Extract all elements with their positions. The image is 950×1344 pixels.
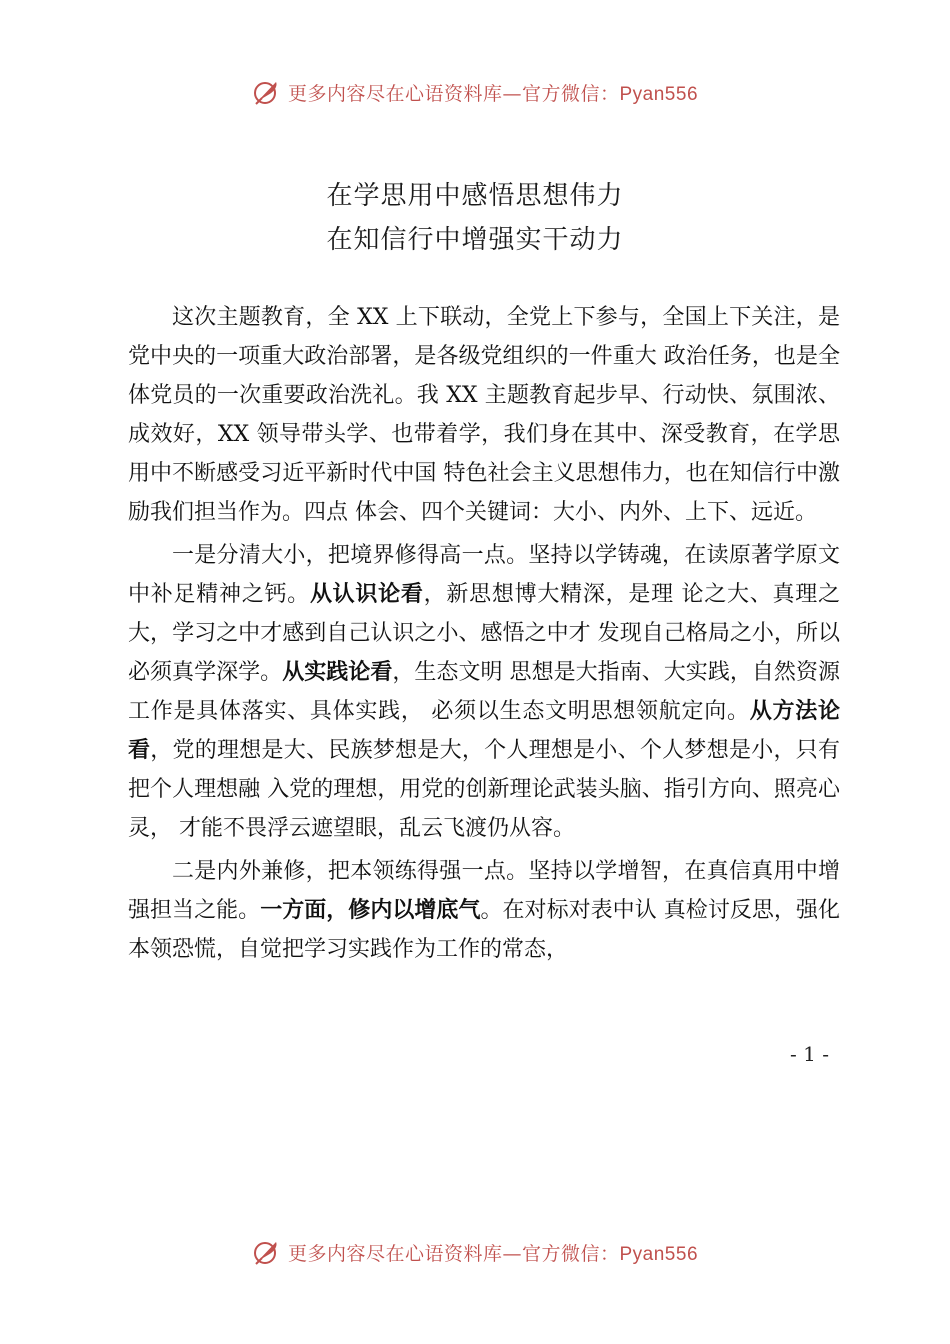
watermark-label (288, 1239, 698, 1266)
quill-logo-icon (252, 1237, 282, 1267)
document-title-line-1: 在学思用中感悟思想伟力 (326, 181, 624, 211)
watermark-text: 更多内容尽在心语资料库—官方微信： (287, 82, 620, 105)
paragraph-text: ，新思想博大精深，是理 论之大、真理之大，学习之中才感到自己认识之小、感悟之中才 发现自己格局之小，所以必须真学深学。 (128, 582, 840, 685)
page-number: - 1 - (790, 1042, 829, 1066)
paragraph-text: 二是内外兼修，把本领练得强一点。坚持以学增智，在真信真用中增强担当之能。 (128, 859, 840, 923)
paragraph (128, 298, 840, 532)
emphasis-text: 从认识论看 (309, 582, 424, 607)
paragraph-text: 一是分清大小，把境界修得高一点。坚持以学铸魂，在读原著学原文中补足精神之钙。 (128, 543, 840, 607)
document-title-line-2: 在知信行中增强实干动力 (326, 225, 624, 255)
document-body (128, 298, 840, 973)
quill-logo-icon (252, 77, 282, 107)
watermark-footer (0, 1232, 950, 1272)
paragraph-text: ，党的理想是大、民族梦想是大，个人理想是小、个人梦想是小，只有把个人理想融 入党的理想，用党的创新理论武装头脑、指引方向、照亮心灵， 才能不畏浮云遮望眼，乱云飞渡仍从容。 (128, 738, 840, 841)
paragraph (128, 852, 840, 969)
watermark-text: 更多内容尽在心语资料库—官方微信： (287, 1242, 620, 1265)
emphasis-text: 从实践论看 (282, 660, 393, 685)
watermark-label (288, 79, 698, 106)
watermark-wechat-id: Pyan556 (619, 83, 699, 105)
emphasis-text: 一方面，修内以增底气 (260, 898, 481, 923)
watermark-wechat-id: Pyan556 (619, 1243, 699, 1265)
paragraph-text: 这次主题教育，全 XX 上下联动，全党上下参与，全国上下关注，是党中央的一项重大政治部署，是各级党组织的一件重大 政治任务，也是全体党员的一次重要政治洗礼。我 XX 主题教育起步早、行动快、氛围浓、成效好，XX 领导带头学、也带着学，我们身在其中、深受教育，在学思用中不断感受习近平新时代中国 特色社会主义思想伟力，也在知信行中激励我们担当作为。四点 体会、四个关键词：大小、内外、上下、远近。 (128, 305, 840, 525)
emphasis-text: 从方法论看 (128, 699, 840, 763)
paragraph (128, 536, 840, 848)
paragraph-text: ，生态文明 思想是大指南、大实践，自然资源工作是具体落实、具体实践， 必须以生态文明思想领航定向。 (128, 660, 840, 724)
paragraph-text: 。在对标对表中认 真检讨反思，强化本领恐慌，自觉把学习实践作为工作的常态， (128, 898, 840, 962)
watermark-header (0, 72, 950, 112)
